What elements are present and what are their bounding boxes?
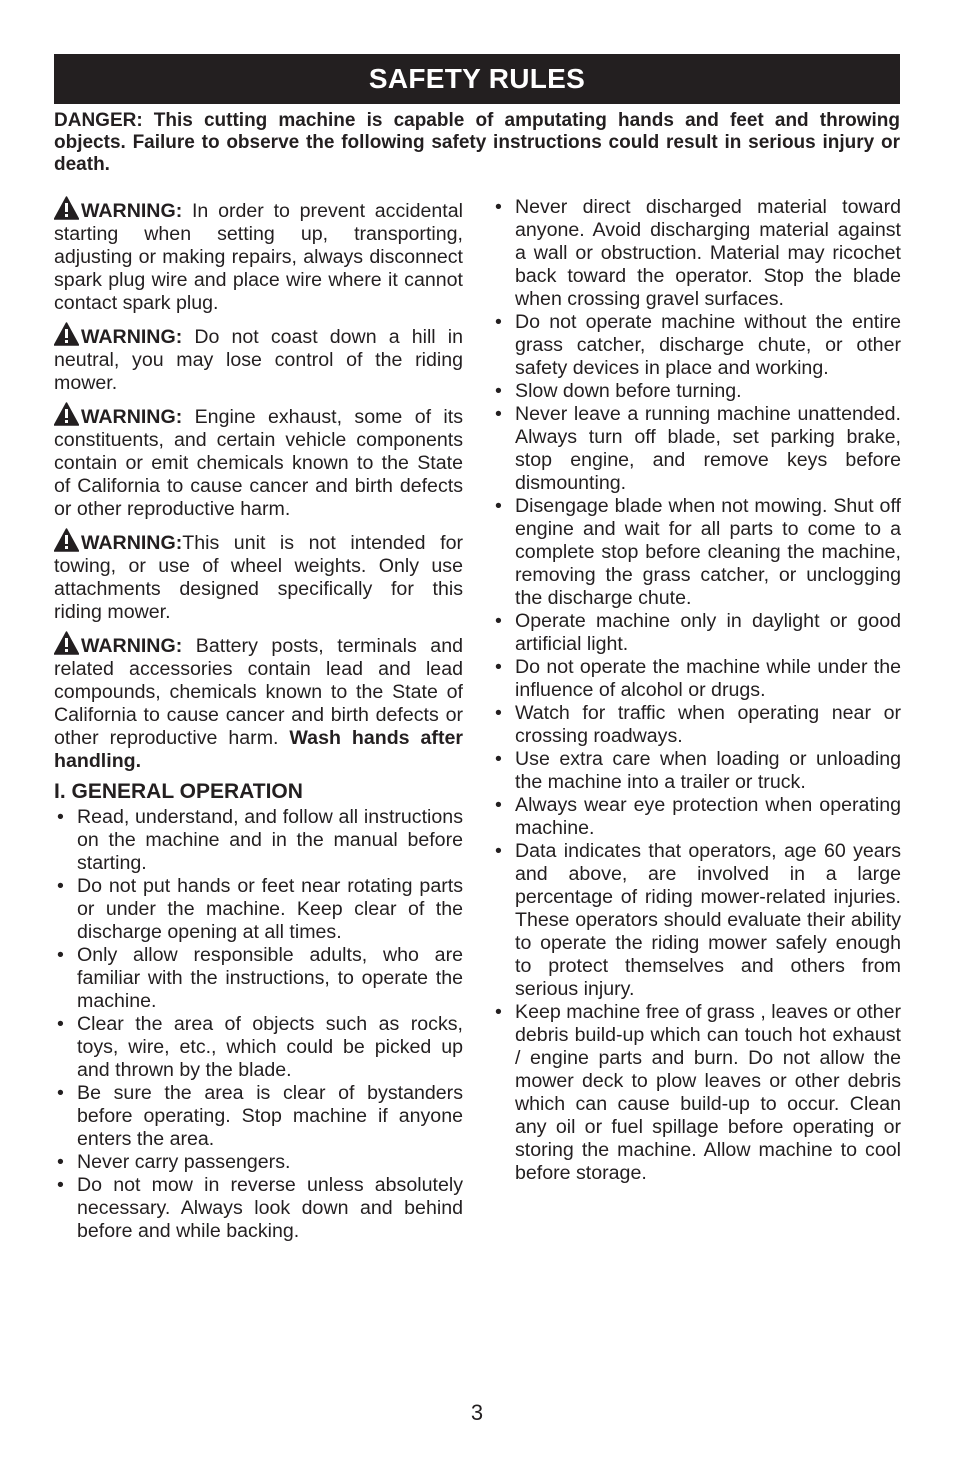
warning-triangle-icon bbox=[54, 528, 79, 552]
bullet-icon: • bbox=[57, 875, 64, 897]
left-column bbox=[54, 196, 463, 1243]
danger-statement: DANGER: This cutting machine is capable of amputating hands and feet and throwing objects. Failure to observe the following safety instructions could result in serious injury or death. bbox=[54, 110, 900, 175]
list-item bbox=[492, 702, 901, 748]
list-item bbox=[492, 748, 901, 794]
bullet-icon: • bbox=[495, 610, 502, 632]
warning-label: WARNING: bbox=[81, 326, 183, 348]
general-operation-list-left bbox=[54, 806, 463, 1243]
list-item-text: Only allow responsible adults, who are familiar with the instructions, to operate the machine. bbox=[77, 944, 463, 1012]
list-item-text: Watch for traffic when operating near or crossing roadways. bbox=[515, 702, 901, 747]
page-title: SAFETY RULES bbox=[54, 54, 900, 104]
list-item-text: Never direct discharged material toward anyone. Avoid discharging material against a wall or obstruction. Material may ricochet back toward the operator. Stop the blade when crossing gravel surfaces. bbox=[515, 196, 901, 310]
list-item-text: Data indicates that operators, age 60 years and above, are involved in a large percentage of riding mower-related injuries. These operators should evaluate their ability to operate the riding mower safely enough to protect themselves and others from serious injury. bbox=[515, 840, 901, 1000]
list-item-text: Do not mow in reverse unless absolutely necessary. Always look down and behind before and while backing. bbox=[77, 1174, 463, 1242]
page-number: 3 bbox=[470, 1400, 484, 1425]
bullet-icon: • bbox=[495, 1001, 502, 1023]
bullet-icon: • bbox=[495, 702, 502, 724]
list-item-text: Do not put hands or feet near rotating parts or under the machine. Keep clear of the discharge opening at all times. bbox=[77, 875, 463, 943]
list-item-text: Use extra care when loading or unloading the machine into a trailer or truck. bbox=[515, 748, 901, 793]
list-item bbox=[492, 311, 901, 380]
warning-paragraph bbox=[54, 196, 463, 315]
warning-paragraph bbox=[54, 402, 463, 521]
bullet-icon: • bbox=[495, 196, 502, 218]
bullet-icon: • bbox=[495, 495, 502, 517]
warning-triangle-icon bbox=[54, 322, 79, 346]
list-item-text: Clear the area of objects such as rocks, toys, wire, etc., which could be picked up and thrown by the blade. bbox=[77, 1013, 463, 1081]
bullet-icon: • bbox=[495, 794, 502, 816]
list-item bbox=[54, 875, 463, 944]
bullet-icon: • bbox=[495, 380, 502, 402]
warning-text: Engine exhaust, some of its constituents, and certain vehicle components contain or emit chemicals known to the State of California to cause cancer and birth defects or other reproductive harm. bbox=[54, 406, 463, 520]
bullet-icon: • bbox=[57, 1013, 64, 1035]
warning-label: WARNING: bbox=[81, 532, 183, 554]
list-item bbox=[492, 196, 901, 311]
list-item bbox=[54, 1174, 463, 1243]
bullet-icon: • bbox=[495, 403, 502, 425]
section-heading: I. GENERAL OPERATION bbox=[54, 780, 303, 803]
general-operation-list-right bbox=[492, 196, 901, 1185]
list-item bbox=[54, 944, 463, 1013]
bullet-icon: • bbox=[57, 1151, 64, 1173]
list-item bbox=[492, 380, 901, 403]
list-item-text: Be sure the area is clear of bystanders before operating. Stop machine if anyone enters the area. bbox=[77, 1082, 463, 1150]
warning-label: WARNING: bbox=[81, 406, 183, 428]
bullet-icon: • bbox=[495, 748, 502, 770]
list-item-text: Do not operate the machine while under the influence of alcohol or drugs. bbox=[515, 656, 901, 701]
bullet-icon: • bbox=[57, 1174, 64, 1196]
warning-paragraph bbox=[54, 322, 463, 395]
warning-triangle-icon bbox=[54, 631, 79, 655]
list-item bbox=[54, 806, 463, 875]
list-item bbox=[492, 610, 901, 656]
list-item bbox=[54, 1151, 463, 1174]
list-item bbox=[492, 403, 901, 495]
list-item-text: Never leave a running machine unattended. Always turn off blade, set parking brake, stop engine, and remove keys before dismounting. bbox=[515, 403, 901, 494]
warning-text: Do not coast down a hill in neutral, you may lose control of the riding mower. bbox=[54, 326, 463, 394]
warning-triangle-icon bbox=[54, 402, 79, 426]
list-item-text: Disengage blade when not mowing. Shut off engine and wait for all parts to come to a complete stop before cleaning the machine, removing the grass catcher, or unclogging the discharge chute. bbox=[515, 495, 901, 609]
warning-paragraph bbox=[54, 528, 463, 624]
warning-text: Battery posts, terminals and related accessories contain lead and lead compounds, chemicals known to the State of California to cause cancer and birth defects or other reproductive harm. bbox=[54, 635, 463, 749]
list-item-text: Slow down before turning. bbox=[515, 380, 742, 402]
warning-label: WARNING: bbox=[81, 200, 183, 222]
warning-emphasis: Wash hands after handling. bbox=[54, 727, 463, 772]
warnings-list bbox=[54, 196, 463, 773]
bullet-icon: • bbox=[495, 656, 502, 678]
right-column bbox=[492, 196, 901, 1185]
list-item bbox=[492, 840, 901, 1001]
bullet-icon: • bbox=[57, 806, 64, 828]
list-item bbox=[54, 1013, 463, 1082]
list-item-text: Do not operate machine without the entire grass catcher, discharge chute, or other safety devices in place and working. bbox=[515, 311, 901, 379]
bullet-icon: • bbox=[495, 311, 502, 333]
warning-label: WARNING: bbox=[81, 635, 183, 657]
bullet-icon: • bbox=[495, 840, 502, 862]
list-item bbox=[492, 656, 901, 702]
list-item-text: Operate machine only in daylight or good artificial light. bbox=[515, 610, 901, 655]
bullet-icon: • bbox=[57, 1082, 64, 1104]
list-item bbox=[54, 1082, 463, 1151]
list-item bbox=[492, 794, 901, 840]
bullet-icon: • bbox=[57, 944, 64, 966]
list-item-text: Always wear eye protection when operating machine. bbox=[515, 794, 901, 839]
list-item-text: Read, understand, and follow all instructions on the machine and in the manual before starting. bbox=[77, 806, 463, 874]
list-item-text: Never carry passengers. bbox=[77, 1151, 291, 1173]
list-item bbox=[492, 495, 901, 610]
warning-text: This unit is not intended for towing, or use of wheel weights. Only use attachments designed specifically for this riding mower. bbox=[54, 532, 463, 623]
warning-text: In order to prevent accidental starting when setting up, transporting, adjusting or making repairs, always disconnect spark plug wire and place wire where it cannot contact spark plug. bbox=[54, 200, 463, 314]
list-item-text: Keep machine free of grass , leaves or other debris build-up which can touch hot exhaust / engine parts and burn. Do not allow the mower deck to plow leaves or other debris which can cause build-up to occur. Clean any oil or fuel spillage before operating or storing the machine. Allow machine to cool before storage. bbox=[515, 1001, 901, 1184]
warning-paragraph bbox=[54, 631, 463, 773]
warning-triangle-icon bbox=[54, 196, 79, 220]
list-item bbox=[492, 1001, 901, 1185]
